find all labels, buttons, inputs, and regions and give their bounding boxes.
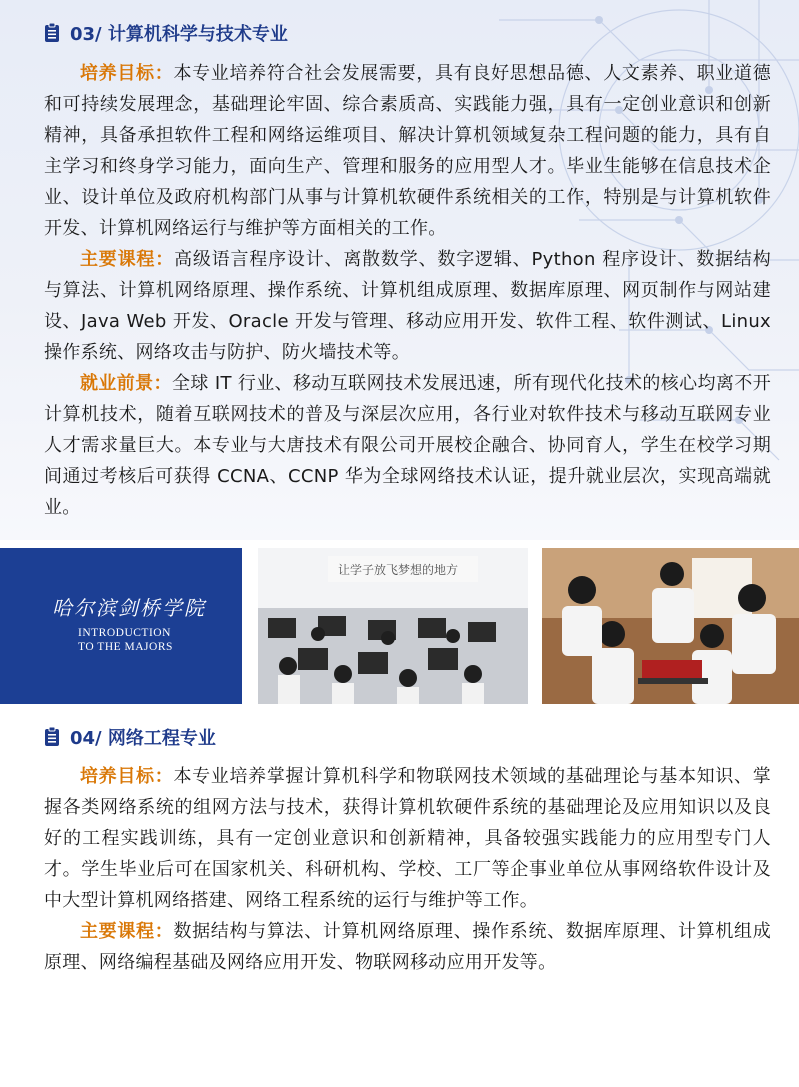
banner-subtitle [78, 626, 173, 654]
subtitle-line-1: INTRODUCTION [78, 627, 171, 639]
paragraph-label: 主要课程： [80, 249, 175, 270]
paragraph-label: 培养目标： [80, 766, 174, 787]
training-goal-paragraph [44, 58, 771, 244]
paragraph-label: 培养目标： [80, 63, 174, 84]
paragraph-text: 本专业培养掌握计算机科学和物联网技术领域的基础理论与基本知识、掌握各类网络系统的组网方法与技术，获得计算机软硬件系统的基础理论及应用知识以及良好的工程实践训练，具有一定创业意识和创新精神，具备较强实践能力的应用型专门人才。学生毕业后可在国家机关、科研机构、学校、工厂等企事业单位从事网络软件设计及中大型计算机网络搭建、网络工程系统的运行与维护等工作。 [44, 766, 771, 911]
section-heading-03 [44, 20, 288, 46]
wall-slogan: 让学子放飞梦想的地方 [338, 563, 459, 577]
paragraph-label: 主要课程： [80, 921, 174, 942]
paragraph-label: 就业前景： [80, 373, 172, 394]
computer-lab-photo [258, 548, 528, 704]
subtitle-line-2: TO THE MAJORS [78, 641, 173, 653]
school-name: 哈尔滨剑桥学院 [52, 596, 206, 620]
paragraph-text: 高级语言程序设计、离散数学、数字逻辑、Python 程序设计、数据结构与算法、计算机网络原理、操作系统、计算机组成原理、数据库原理、网页制作与网站建设、Java Web 开发、Oracle 开发与管理、移动应用开发、软件工程、软件测试、Linux 操作系统、网络攻击与防护、防火墙技术等。 [44, 249, 771, 363]
section-title: 03/ 计算机科学与技术专业 [70, 24, 288, 45]
paragraph-text: 本专业培养符合社会发展需要，具有良好思想品德、人文素养、职业道德和可持续发展理念，基础理论牢固、综合素质高、实践能力强，具有一定创业意识和创新精神，具备承担软件工程和网络运维项目、解决计算机领域复杂工程问题的能力，具有自主学习和终身学习能力，面向生产、管理和服务的应用型人才。毕业生能够在信息技术企业、设计单位及政府机构部门从事与计算机软硬件系统相关的工作，特别是与计算机软件开发、计算机网络运行与维护等方面相关的工作。 [44, 63, 771, 239]
document-list-icon [44, 23, 60, 43]
section-body-03 [44, 58, 771, 523]
robotics-lab-image [542, 548, 799, 704]
section-heading-04 [44, 724, 216, 750]
document-list-icon [44, 727, 60, 747]
employment-prospects-paragraph [44, 368, 771, 523]
computer-lab-image [258, 548, 528, 704]
paragraph-text: 数据结构与算法、计算机网络原理、操作系统、数据库原理、计算机组成原理、网络编程基础及网络应用开发、物联网移动应用开发等。 [44, 921, 771, 973]
section-body-04 [44, 761, 771, 978]
main-courses-paragraph [44, 916, 771, 978]
section-title: 04/ 网络工程专业 [70, 728, 216, 749]
photo-strip [0, 548, 799, 704]
training-goal-paragraph [44, 761, 771, 916]
paragraph-text: 全球 IT 行业、移动互联网技术发展迅速，所有现代化技术的核心均离不开计算机技术，随着互联网技术的普及与深层次应用，各行业对软件技术与移动互联网专业人才需求量巨大。本专业与大唐技术有限公司开展校企融合、协同育人，学生在校学习期间通过考核后可获得 CCNA、CCNP 华为全球网络技术认证，提升就业层次，实现高端就业。 [44, 373, 772, 518]
main-courses-paragraph [44, 244, 771, 368]
robotics-lab-photo [542, 548, 799, 704]
school-banner [0, 548, 242, 704]
